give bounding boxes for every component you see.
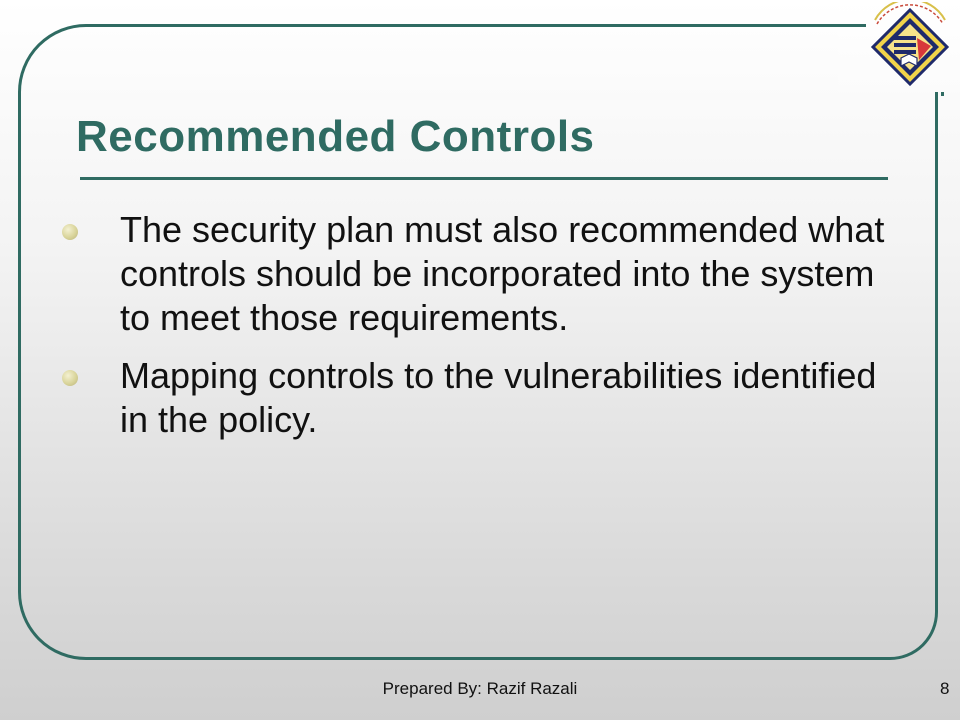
bullet-text: Mapping controls to the vulnerabilities identified in the policy. [120, 355, 877, 440]
slide-footer: Prepared By: Razif Razali [382, 679, 578, 698]
institution-logo-icon [867, 2, 953, 88]
list-item [58, 208, 888, 340]
slide-title: Recommended Controls [76, 112, 595, 161]
page-number: 8 [940, 679, 950, 698]
title-divider [80, 177, 888, 180]
bullet-list [58, 208, 888, 456]
list-item [58, 354, 888, 442]
bullet-text: The security plan must also recommended what controls should be incorporated into the system to meet those requirements. [120, 209, 885, 338]
bullet-icon [62, 370, 78, 386]
bullet-icon [62, 224, 78, 240]
